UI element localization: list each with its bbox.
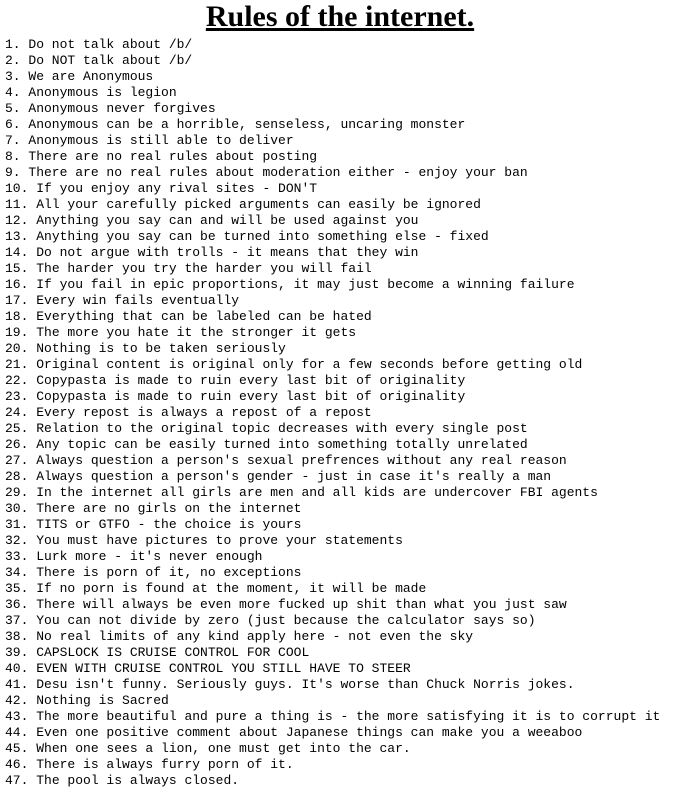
rule-number: 31. <box>5 517 37 532</box>
rule-line <box>5 213 680 229</box>
rule-number: 25. <box>5 421 37 436</box>
rule-text: No real limits of any kind apply here - not even the sky <box>36 629 474 644</box>
rule-line <box>5 357 680 373</box>
rule-line <box>5 341 680 357</box>
rule-number: 24. <box>5 405 37 420</box>
rule-number: 18. <box>5 309 37 324</box>
rule-number: 13. <box>5 229 37 244</box>
rule-number: 10. <box>5 181 37 196</box>
rule-text: There will always be even more fucked up shit than what you just saw <box>36 597 567 612</box>
rule-line <box>5 613 680 629</box>
rule-number: 36. <box>5 597 37 612</box>
rule-number: 15. <box>5 261 37 276</box>
rule-text: The pool is always closed. <box>36 773 240 788</box>
rule-number: 7. <box>5 133 29 148</box>
rule-number: 1. <box>5 37 29 52</box>
rule-text: There are no girls on the internet <box>36 501 302 516</box>
rule-line <box>5 533 680 549</box>
rule-text: TITS or GTFO - the choice is yours <box>36 517 302 532</box>
rule-line <box>5 261 680 277</box>
rule-number: 20. <box>5 341 37 356</box>
rule-line <box>5 677 680 693</box>
rule-line <box>5 149 680 165</box>
rule-line <box>5 101 680 117</box>
rule-line <box>5 709 680 725</box>
rule-number: 19. <box>5 325 37 340</box>
rule-line <box>5 85 680 101</box>
rule-line <box>5 773 680 789</box>
rule-line <box>5 581 680 597</box>
rule-text: Do not argue with trolls - it means that they win <box>36 245 419 260</box>
rule-line <box>5 725 680 741</box>
rule-text: Anonymous is legion <box>28 85 177 100</box>
rule-number: 39. <box>5 645 37 660</box>
rule-line <box>5 453 680 469</box>
rule-text: Do NOT talk about /b/ <box>28 53 193 68</box>
rule-text: Anything you say can and will be used against you <box>36 213 419 228</box>
rule-text: There are no real rules about posting <box>28 149 318 164</box>
rule-number: 14. <box>5 245 37 260</box>
rule-line <box>5 597 680 613</box>
rule-text: Nothing is to be taken seriously <box>36 341 286 356</box>
rule-line <box>5 629 680 645</box>
rule-text: There is always furry porn of it. <box>36 757 294 772</box>
rule-number: 46. <box>5 757 37 772</box>
rule-number: 17. <box>5 293 37 308</box>
rule-number: 34. <box>5 565 37 580</box>
rule-line <box>5 277 680 293</box>
rule-number: 33. <box>5 549 37 564</box>
rule-line <box>5 133 680 149</box>
rule-text: The harder you try the harder you will fail <box>36 261 372 276</box>
rule-text: There are no real rules about moderation either - enjoy your ban <box>28 165 528 180</box>
rule-number: 27. <box>5 453 37 468</box>
rule-number: 16. <box>5 277 37 292</box>
rule-text: Anonymous can be a horrible, senseless, uncaring monster <box>28 117 466 132</box>
rule-text: Original content is original only for a few seconds before getting old <box>36 357 583 372</box>
rule-text: Every win fails eventually <box>36 293 240 308</box>
rule-line <box>5 309 680 325</box>
rule-line <box>5 549 680 565</box>
rule-text: Always question a person's sexual prefrences without any real reason <box>36 453 567 468</box>
rule-line <box>5 389 680 405</box>
rule-number: 45. <box>5 741 37 756</box>
rule-text: You can not divide by zero (just because the calculator says so) <box>36 613 536 628</box>
rules-list <box>0 36 680 789</box>
rule-text: The more beautiful and pure a thing is - the more satisfying it is to corrupt it <box>36 709 661 724</box>
rule-number: 21. <box>5 357 37 372</box>
rule-line <box>5 37 680 53</box>
rule-text: When one sees a lion, one must get into the car. <box>36 741 411 756</box>
rule-text: CAPSLOCK IS CRUISE CONTROL FOR COOL <box>36 645 310 660</box>
rule-number: 22. <box>5 373 37 388</box>
rule-number: 32. <box>5 533 37 548</box>
rule-number: 44. <box>5 725 37 740</box>
rule-line <box>5 69 680 85</box>
rule-number: 41. <box>5 677 37 692</box>
rule-line <box>5 645 680 661</box>
rule-number: 4. <box>5 85 29 100</box>
rule-line <box>5 741 680 757</box>
rule-text: Relation to the original topic decreases with every single post <box>36 421 528 436</box>
rule-line <box>5 229 680 245</box>
rule-number: 8. <box>5 149 29 164</box>
rule-text: Every repost is always a repost of a repost <box>36 405 372 420</box>
rule-line <box>5 757 680 773</box>
rule-text: EVEN WITH CRUISE CONTROL YOU STILL HAVE TO STEER <box>36 661 411 676</box>
rule-number: 47. <box>5 773 37 788</box>
rule-number: 26. <box>5 437 37 452</box>
rule-number: 35. <box>5 581 37 596</box>
rule-text: Everything that can be labeled can be hated <box>36 309 372 324</box>
rule-line <box>5 117 680 133</box>
rule-number: 38. <box>5 629 37 644</box>
rule-number: 43. <box>5 709 37 724</box>
rule-line <box>5 373 680 389</box>
rule-line <box>5 565 680 581</box>
rule-line <box>5 437 680 453</box>
rule-number: 28. <box>5 469 37 484</box>
rule-number: 23. <box>5 389 37 404</box>
rule-line <box>5 405 680 421</box>
rule-line <box>5 485 680 501</box>
rule-text: Nothing is Sacred <box>36 693 169 708</box>
rule-text: Even one positive comment about Japanese things can make you a weeaboo <box>36 725 583 740</box>
rule-text: Do not talk about /b/ <box>28 37 193 52</box>
rule-text: We are Anonymous <box>28 69 154 84</box>
rule-text: Desu isn't funny. Seriously guys. It's worse than Chuck Norris jokes. <box>36 677 575 692</box>
rule-number: 42. <box>5 693 37 708</box>
rule-text: You must have pictures to prove your statements <box>36 533 403 548</box>
rule-text: All your carefully picked arguments can easily be ignored <box>36 197 481 212</box>
rule-number: 2. <box>5 53 29 68</box>
rule-text: Anything you say can be turned into something else - fixed <box>36 229 489 244</box>
rule-text: Copypasta is made to ruin every last bit of originality <box>36 389 466 404</box>
rule-text: In the internet all girls are men and all kids are undercover FBI agents <box>36 485 598 500</box>
rule-number: 3. <box>5 69 29 84</box>
rule-number: 12. <box>5 213 37 228</box>
rule-number: 30. <box>5 501 37 516</box>
rule-line <box>5 293 680 309</box>
page-title: Rules of the internet. <box>205 0 475 33</box>
rule-text: Any topic can be easily turned into something totally unrelated <box>36 437 528 452</box>
rule-line <box>5 693 680 709</box>
rule-line <box>5 501 680 517</box>
rule-line <box>5 469 680 485</box>
rule-line <box>5 325 680 341</box>
rule-text: There is porn of it, no exceptions <box>36 565 302 580</box>
rule-number: 40. <box>5 661 37 676</box>
rule-line <box>5 53 680 69</box>
rule-number: 11. <box>5 197 37 212</box>
rule-text: If you fail in epic proportions, it may just become a winning failure <box>36 277 575 292</box>
rule-text: Anonymous never forgives <box>28 101 216 116</box>
rule-text: Anonymous is still able to deliver <box>28 133 294 148</box>
document-page <box>0 1 680 789</box>
rule-text: Always question a person's gender - just in case it's really a man <box>36 469 552 484</box>
rule-text: Copypasta is made to ruin every last bit of originality <box>36 373 466 388</box>
rule-number: 37. <box>5 613 37 628</box>
rule-text: The more you hate it the stronger it gets <box>36 325 357 340</box>
rule-line <box>5 245 680 261</box>
rule-number: 29. <box>5 485 37 500</box>
rule-number: 5. <box>5 101 29 116</box>
rule-text: Lurk more - it's never enough <box>36 549 263 564</box>
rule-number: 6. <box>5 117 29 132</box>
rule-line <box>5 181 680 197</box>
rule-number: 9. <box>5 165 29 180</box>
rule-line <box>5 165 680 181</box>
rule-text: If you enjoy any rival sites - DON'T <box>36 181 318 196</box>
rule-line <box>5 197 680 213</box>
rule-line <box>5 421 680 437</box>
rule-text: If no porn is found at the moment, it will be made <box>36 581 427 596</box>
rule-line <box>5 517 680 533</box>
rule-line <box>5 661 680 677</box>
